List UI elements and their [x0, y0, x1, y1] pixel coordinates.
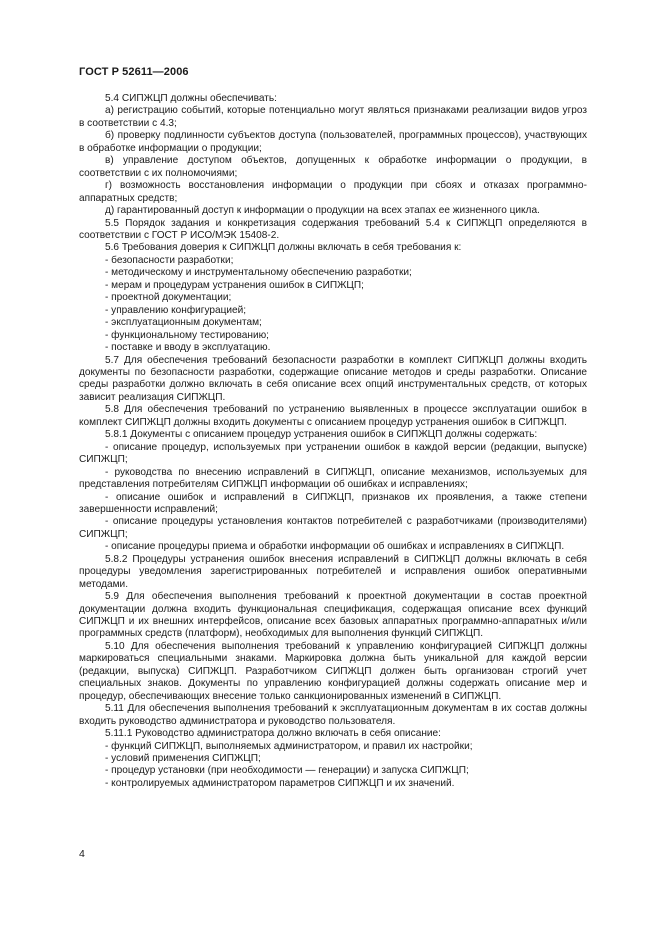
paragraph: 5.11 Для обеспечения выполнения требований к эксплуатационным документам в их состав должны входить руководство администратора и руководство пользователя. [79, 703, 587, 727]
paragraph: 5.8.2 Процедуры устранения ошибок внесения исправлений в СИПЖЦП должны включать в себя процедуры уведомления зарегистрированных потребителей и исправления ошибок оперативными методами. [79, 553, 587, 590]
page-number: 4 [79, 848, 85, 860]
list-item: - описание ошибок и исправлений в СИПЖЦП, признаков их проявления, а также степени завершенности исправлений; [79, 491, 587, 515]
list-item: - процедур установки (при необходимости — генерации) и запуска СИПЖЦП; [105, 765, 469, 777]
list-item: - описание процедуры приема и обработки информации об ошибках и исправлениях в СИПЖЦП. [105, 541, 565, 553]
paragraph: 5.5 Порядок задания и конкретизация содержания требований 5.4 к СИПЖЦП определяются в соответствии с ГОСТ Р ИСО/МЭК 15408-2. [79, 217, 587, 241]
list-item: - методическому и инструментальному обеспечению разработки; [105, 267, 412, 279]
paragraph: в) управление доступом объектов, допущенных к обработке информации о продукции, в соответствии с их полномочиями; [79, 155, 587, 179]
paragraph: б) проверку подлинности субъектов доступа (пользователей, программных процессов), участвующих в обработке информации о продукции; [79, 130, 587, 154]
list-item: - контролируемых администратором параметров СИПЖЦП и их значений. [105, 777, 455, 789]
list-item: - проектной документации; [105, 292, 232, 304]
paragraph: д) гарантированный доступ к информации о продукции на всех этапах ее жизненного цикла. [105, 205, 540, 217]
list-item: - функциональному тестированию; [105, 329, 269, 341]
paragraph: 5.4 СИПЖЦП должны обеспечивать: [105, 93, 277, 104]
paragraph: а) регистрацию событий, которые потенциально могут являться признаками реализации видов угроз в соответствии с 4.3; [79, 105, 587, 129]
list-item: - условий применения СИПЖЦП; [105, 753, 261, 765]
list-item: - эксплуатационным документам; [105, 317, 262, 329]
paragraph: 5.8 Для обеспечения требований по устранению выявленных в процессе эксплуатации ошибок в комплект СИПЖЦП должны входить документы с описанием процедур устранения ошибок в СИПЖЦП. [79, 404, 587, 428]
list-item: - руководства по внесению исправлений в СИПЖЦП, описание механизмов, используемых для представления потребителям СИПЖЦП информации об ошибках и исправлениях; [79, 466, 587, 491]
paragraph: 5.7 Для обеспечения требований безопасности разработки в комплект СИПЖЦП должны входить документы по безопасности разработки, содержащие описание методов и среды разработки. Описание среды разработки должно включать в себя описание всех опций инструментальных средств, от которых зависит реализация СИПЖЦП. [79, 354, 587, 403]
paragraph: 5.11.1 Руководство администратора должно включать в себя описание: [105, 728, 441, 740]
paragraph: г) возможность восстановления информации о продукции при сбоях и отказах программно-аппаратных средств; [79, 180, 587, 204]
document-header: ГОСТ Р 52611—2006 [79, 66, 189, 78]
list-item: - мерам и процедурам устранения ошибок в СИПЖЦП; [105, 279, 364, 291]
list-item: - управлению конфигурацией; [105, 304, 247, 316]
list-item: - описание процедуры установления контактов потребителей с разработчиками (производителями) СИПЖЦП; [79, 516, 587, 540]
paragraph: 5.6 Требования доверия к СИПЖЦП должны включать в себя требования к: [105, 242, 462, 254]
paragraph: 5.8.1 Документы с описанием процедур устранения ошибок в СИПЖЦП должны содержать: [105, 429, 538, 441]
list-item: - безопасности разработки; [105, 254, 234, 266]
paragraph: 5.10 Для обеспечения выполнения требований к управлению конфигурацией СИПЖЦП должны маркироваться специальными знаками. Маркировка должна быть уникальной для каждой версии (редакции, выпуска) СИПЖЦП. Разработчиком СИПЖЦП должен быть организован строгий учет специальных знаков. Документы по управлению конфигурацией должны содержать описание мер и процедур, обеспечивающих внесение только санкционированных изменений в СИПЖЦП. [79, 640, 587, 702]
list-item: - функций СИПЖЦП, выполняемых администратором, и правил их настройки; [105, 740, 473, 752]
document-body [79, 93, 587, 790]
list-item: - описание процедур, используемых при устранении ошибок в каждой версии (редакции, выпуске) СИПЖЦП; [79, 441, 587, 466]
paragraph: 5.9 Для обеспечения выполнения требований к проектной документации в состав проектной документации должна входить функциональная спецификация, содержащая описание всех функций СИПЖЦП и их внешних интерфейсов, описание всех базовых аппаратных программно-аппаратных и/или программных средств (платформ), необходимых для выполнения функций СИПЖЦП. [79, 591, 587, 640]
list-item: - поставке и вводу в эксплуатацию. [105, 342, 271, 354]
